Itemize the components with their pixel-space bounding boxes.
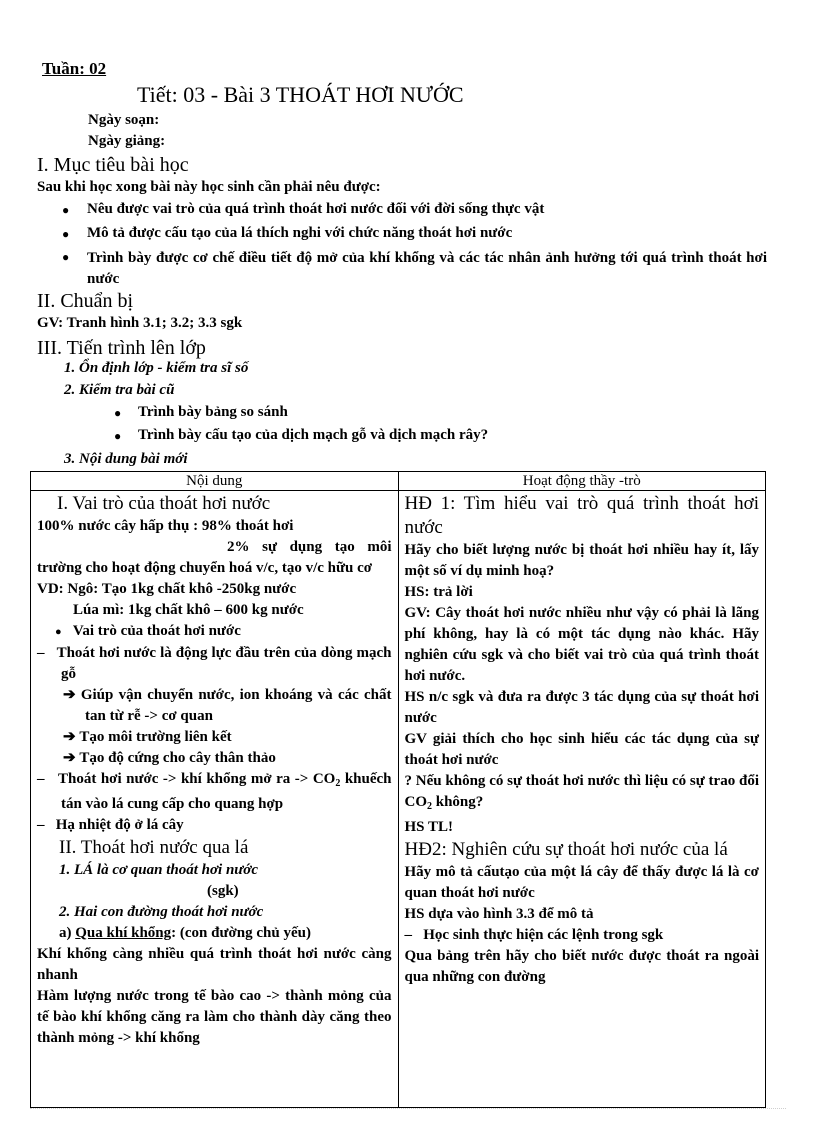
text-line: ? Nếu không có sự thoát hơi nước thì liệu có sự trao đổi $CO_2$ không? (404, 773, 759, 812)
activity-heading: HĐ 1: Tìm hiểu vai trò quá trình thoát hơi nước (404, 493, 759, 538)
arrow-icon: ➔ (63, 729, 76, 745)
text-line: Hàm lượng nước trong tế bào cao -> thành mỏng của tế bào khí khổng căng ra làm cho thành dày căng theo thành mỏng -> khí khổng (37, 988, 392, 1046)
objectives-heading: I. Mục tiêu bài học (37, 154, 189, 176)
section-heading: II. Thoát hơi nước qua lá (59, 837, 249, 858)
text-line: Lúa mì: 1kg chất khô – 600 kg nước (73, 602, 304, 618)
section-heading: I. Vai trò của thoát hơi nước (57, 493, 271, 514)
list-item: – Thoát hơi nước là động lực đầu trên của dòng mạch gỗ (37, 645, 392, 682)
procedure-heading: III. Tiến trình lên lớp (37, 337, 206, 359)
list-item: – Thoát hơi nước -> khí khổng mở ra -> $CO_2$ khuếch tán vào lá cung cấp cho quang hợp (37, 771, 392, 812)
review-item: Trình bày bảng so sánh (138, 404, 288, 420)
bullet-icon: ● (114, 429, 122, 443)
bullet-icon: ● (62, 250, 70, 264)
bullet-icon: ● (55, 626, 62, 638)
objective-item: Trình bày được cơ chế điều tiết độ mở của khí khổng và các tác nhân ảnh hưởng tới quá trình thoát hơi nước (87, 250, 767, 287)
text-line: VD: Ngô: Tạo 1kg chất khô -250kg nước (37, 581, 297, 597)
objective-item: Nêu được vai trò của quá trình thoát hơi nước đối với đời sống thực vật (87, 201, 545, 217)
list-item: ● Vai trò của thoát hơi nước (55, 623, 241, 639)
bullet-icon: ● (114, 406, 122, 420)
content-cell (31, 491, 399, 1108)
arrow-icon: ➔ (63, 750, 76, 766)
subsection-heading: 2. Hai con đường thoát hơi nước (59, 904, 264, 920)
text-line: Qua bảng trên hãy cho biết nước được thoát ra ngoài qua những con đường (404, 948, 759, 985)
list-item: – Học sinh thực hiện các lệnh trong sgk (404, 927, 664, 943)
bullet-icon: ● (62, 203, 70, 217)
lesson-table (30, 471, 766, 1108)
list-item: – Hạ nhiệt độ ở lá cây (37, 817, 184, 833)
dash-icon: – (37, 645, 45, 661)
text-line: Hãy cho biết lượng nước bị thoát hơi nhiều hay ít, lấy một số ví dụ minh hoạ? (404, 542, 759, 579)
subsection-heading: 1. LÁ là cơ quan thoát hơi nước (59, 862, 258, 878)
arrow-icon: ➔ (63, 687, 76, 703)
procedure-step-3: 3. Nội dung bài mới (64, 451, 188, 467)
preparation-heading: II. Chuẩn bị (37, 290, 134, 312)
text-line: Hãy mô tả cấutạo của một lá cây để thấy được lá là cơ quan thoát hơi nước (404, 864, 759, 901)
col-header-activity: Hoạt động thầy -trò (398, 472, 766, 491)
text-line: HS TL! (404, 819, 453, 835)
dash-icon: – (404, 927, 412, 943)
page-footer-divider (30, 1108, 786, 1109)
procedure-step-1: 1. Ổn định lớp - kiểm tra sĩ số (64, 360, 249, 376)
procedure-step-2: 2. Kiểm tra bài cũ (64, 382, 175, 398)
objectives-intro: Sau khi học xong bài này học sinh cần phải nêu được: (37, 179, 381, 195)
list-item: ➔ Giúp vận chuyển nước, ion khoáng và các chất tan từ rễ -> cơ quan (63, 687, 392, 724)
bullet-icon: ● (62, 227, 70, 241)
lesson-title: Tiết: 03 - Bài 3 THOÁT HƠI NƯỚC (137, 82, 464, 107)
week-label: Tuần: 02 (42, 59, 107, 78)
list-item: ➔ Tạo môi trường liên kết (63, 729, 232, 745)
text-line: (sgk) (207, 883, 239, 899)
text-line: 100% nước cây hấp thụ : 98% thoát hơi (37, 518, 294, 534)
text-line: HS dựa vào hình 3.3 để mô tả (404, 906, 594, 922)
activity-cell (398, 491, 766, 1108)
text-line: 2% sự dụng tạo môi trường cho hoạt động chuyển hoá v/c, tạo v/c hữu cơ (37, 539, 392, 576)
subsection-heading: a) Qua khí khổng: (con đường chủ yếu) (59, 925, 311, 941)
text-line: HS: trả lời (404, 584, 473, 600)
teach-date: Ngày giảng: (88, 133, 166, 149)
objective-item: Mô tả được cấu tạo của lá thích nghi với chức năng thoát hơi nước (87, 225, 513, 241)
prep-date: Ngày soạn: (88, 112, 160, 128)
dash-icon: – (37, 771, 45, 787)
col-header-content: Nội dung (31, 472, 399, 491)
table-row (31, 491, 766, 1108)
text-line: GV: Cây thoát hơi nước nhiều như vậy có phải là lãng phí không, hay là có một tác dụng nào khác. Hãy nghiên cứu sgk và cho biết vai trò của quá trình thoát hơi nước. (404, 605, 759, 684)
dash-icon: – (37, 817, 45, 833)
review-item: Trình bày cấu tạo của dịch mạch gỗ và dịch mạch rây? (138, 427, 489, 443)
text-line: GV giải thích cho học sinh hiểu các tác dụng của sự thoát hơi nước (404, 731, 759, 768)
activity-heading: HĐ2: Nghiên cứu sự thoát hơi nước của lá (404, 839, 728, 860)
list-item: ➔ Tạo độ cứng cho cây thân thảo (63, 750, 276, 766)
text-line: HS n/c sgk và đưa ra được 3 tác dụng của sự thoát hơi nước (404, 689, 759, 726)
table-header-row (31, 472, 766, 491)
text-line: Khí khổng càng nhiều quá trình thoát hơi nước càng nhanh (37, 946, 392, 983)
preparation-teacher: GV: Tranh hình 3.1; 3.2; 3.3 sgk (37, 315, 243, 331)
